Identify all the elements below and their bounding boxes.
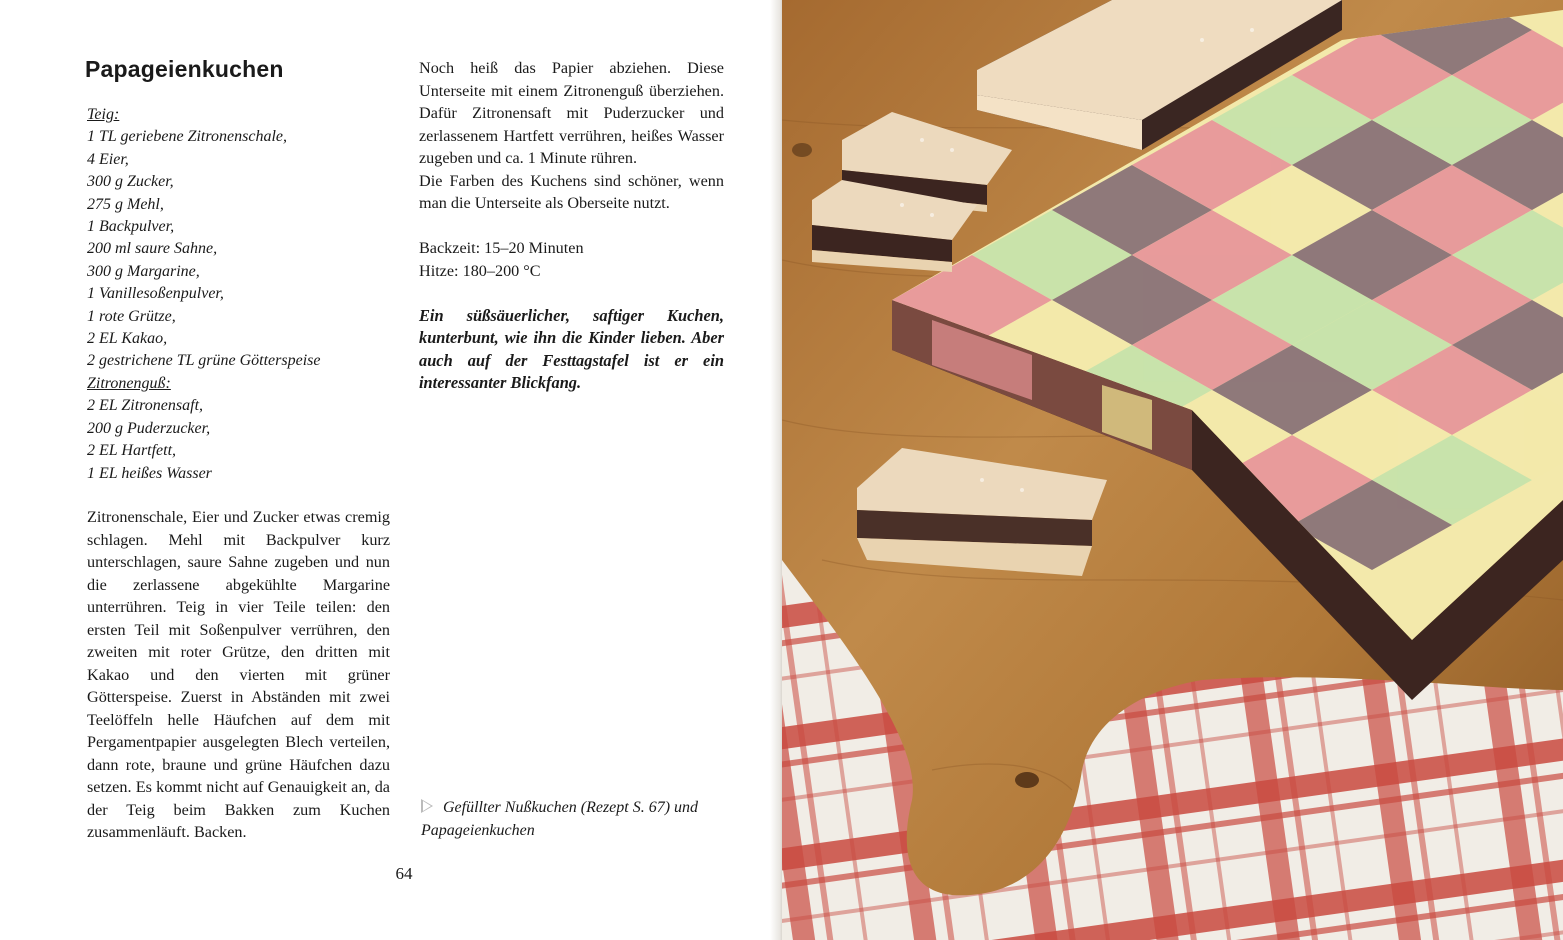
ingredient-item: 1 rote Grütze, [87, 307, 176, 325]
ingredient-item: 2 EL Zitronensaft, [87, 397, 204, 415]
teig-heading: Teig: [87, 106, 120, 123]
ingredient-item: 200 ml saure Sahne, [87, 240, 218, 258]
caption-text: Gefüllter Nußkuchen (Rezept S. 67) und Papageienkuchen [421, 799, 699, 839]
ingredient-list [87, 104, 387, 485]
baking-heat: Hitze: 180–200 °C [419, 261, 541, 280]
right-column [419, 57, 724, 395]
spacer [419, 215, 724, 238]
ingredient-item: 200 g Puderzucker, [87, 419, 211, 437]
recipe-title: Papageienkuchen [85, 56, 284, 82]
triangle-right-outline-icon [421, 799, 433, 813]
instructions-part-2: Noch heiß das Papier abziehen. Diese Unterseite mit einem Zitronenguß überziehen. Dafür Zitronensaft mit Puderzucker und zerlassenem Hartfett verrühren, heißes Wasser zugeben und ca. 1 Minute rühren. [419, 59, 724, 167]
ingredient-item: 2 EL Kakao, [87, 330, 168, 348]
spacer [419, 282, 724, 305]
ingredient-item: 1 Backpulver, [87, 218, 175, 236]
cake-photo [782, 0, 1563, 940]
left-page [0, 0, 780, 940]
ingredient-item: 1 Vanillesoßenpulver, [87, 285, 224, 303]
ingredient-item: 300 g Margarine, [87, 262, 200, 280]
photo-caption [421, 797, 741, 842]
ingredient-item: 2 EL Hartfett, [87, 442, 177, 460]
baking-time: Backzeit: 15–20 Minuten [419, 239, 584, 257]
ingredient-item: 1 TL geriebene Zitronenschale, [87, 128, 287, 146]
ingredient-item: 275 g Mehl, [87, 195, 164, 213]
ingredient-item: 300 g Zucker, [87, 173, 174, 191]
recipe-note: Ein süßsäuerlicher, saftiger Kuchen, kunterbunt, wie ihn die Kinder lieben. Aber auch auf der Festtagstafel ist er ein interessanter Blickfang. [419, 305, 724, 392]
instructions-part-1: Zitronenschale, Eier und Zucker etwas cremig schlagen. Mehl mit Backpulver kurz unterschlagen, saure Sahne zugeben und nun die zerlassene abgekühlte Margarine unterrühren. Teig in vier Teile teilen: den ersten Teil mit Soßenpulver verrühren, den zweiten mit roter Grütze, den dritten mit Kakao und den vierten mit grüner Götterspeise. Zuerst in Abständen mit zwei Teelöffeln helle Häufchen auf dem mit Pergamentpapier ausgelegten Blech verteilen, dann rote, braune und grüne Häufchen dazu setzen. Es kommt nicht auf Genauigkeit an, da der Teig beim Bakken zum Kuchen zusammenläuft. Backen. [87, 508, 390, 841]
ingredient-item: 4 Eier, [87, 150, 129, 168]
instructions-part-3: Die Farben des Kuchens sind schöner, wenn man die Unterseite als Oberseite nutzt. [419, 171, 724, 212]
ingredient-item: 2 gestrichene TL grüne Götterspeise [87, 352, 321, 370]
page-number: 64 [395, 864, 413, 883]
guss-heading: Zitronenguß: [87, 374, 171, 392]
ingredient-item: 1 EL heißes Wasser [87, 464, 212, 482]
